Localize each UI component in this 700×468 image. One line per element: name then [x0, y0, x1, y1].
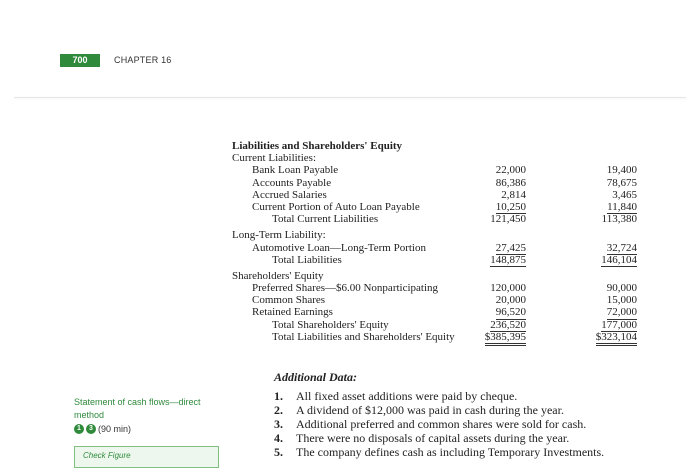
total-row [232, 213, 652, 225]
line-item [232, 242, 652, 254]
amount-year1: 120,000 [490, 282, 526, 295]
amount-year2: 90,000 [606, 282, 637, 295]
header-divider [14, 97, 686, 98]
list-item [274, 431, 674, 445]
amount-year1: 96,520 [495, 306, 526, 319]
amount-year1: 20,000 [495, 294, 526, 307]
line-label: Bank Loan Payable [252, 164, 339, 177]
list-item [274, 403, 674, 417]
statement-title: Liabilities and Shareholders' Equity [232, 140, 403, 152]
line-label: Accounts Payable [252, 176, 332, 189]
line-item [232, 282, 652, 294]
line-label: Preferred Shares—$6.00 Nonparticipating [252, 282, 439, 295]
grand-total-row [232, 331, 652, 343]
list-item [274, 417, 674, 431]
amount-year1: 10,250 [495, 200, 526, 213]
additional-data [274, 370, 674, 459]
additional-data-title: Additional Data: [274, 370, 358, 384]
balance-sheet-statement [232, 140, 652, 343]
total-year1: 121,450 [490, 213, 526, 226]
total-year1: 236,520 [490, 318, 526, 331]
total-label: Total Shareholders' Equity [272, 318, 389, 331]
time-estimate: (90 min) [98, 424, 132, 434]
line-label: Current Portion of Auto Loan Payable [252, 200, 420, 213]
line-label: Accrued Salaries [252, 188, 327, 201]
line-label: Common Shares [252, 294, 326, 307]
amount-year2: 15,000 [606, 294, 637, 307]
total-year2: 177,000 [601, 318, 637, 331]
total-row [232, 319, 652, 331]
item-number: 1. [274, 389, 283, 403]
check-figure-box [74, 446, 219, 468]
amount-year1: 2,814 [501, 188, 526, 201]
learning-objectives [74, 424, 224, 434]
line-item [232, 164, 652, 176]
amount-year2: 78,675 [606, 176, 637, 189]
total-label: Total Liabilities [272, 253, 342, 266]
item-text: All fixed asset additions were paid by cheque. [296, 389, 518, 403]
item-text: The company defines cash as including Temporary Investments. [296, 445, 605, 459]
line-item [232, 177, 652, 189]
line-label: Retained Earnings [252, 306, 333, 319]
total-year1: 148,875 [490, 253, 526, 266]
line-item [232, 189, 652, 201]
item-number: 5. [274, 445, 283, 459]
amount-year2: 19,400 [606, 164, 637, 177]
line-item [232, 201, 652, 213]
line-item [232, 306, 652, 318]
amount-year1: 27,425 [495, 241, 526, 254]
item-number: 4. [274, 431, 283, 445]
list-item [274, 445, 674, 459]
line-label: Automotive Loan—Long-Term Portion [252, 241, 426, 254]
total-label: Total Current Liabilities [272, 213, 379, 226]
learning-objective-badge: 3 [86, 424, 96, 434]
amount-year2: 32,724 [606, 241, 637, 254]
grand-total-year2: $323,104 [596, 331, 637, 346]
line-item [232, 294, 652, 306]
item-text: A dividend of $12,000 was paid in cash during the year. [296, 403, 564, 417]
page-number-badge: 700 [60, 54, 100, 67]
item-number: 3. [274, 417, 283, 431]
section-label: Shareholders' Equity [232, 269, 324, 282]
list-item [274, 389, 674, 403]
total-row [232, 254, 652, 266]
margin-note [74, 396, 224, 434]
section-label: Long-Term Liability: [232, 229, 326, 242]
amount-year1: 86,386 [495, 176, 526, 189]
learning-objective-badge: 1 [74, 424, 84, 434]
amount-year2: 3,465 [612, 188, 637, 201]
item-text: Additional preferred and common shares were sold for cash. [296, 417, 587, 431]
grand-total-label: Total Liabilities and Shareholders' Equity [272, 330, 455, 343]
item-text: There were no disposals of capital assets during the year. [296, 431, 570, 445]
amount-year1: 22,000 [495, 164, 526, 177]
item-number: 2. [274, 403, 283, 417]
check-figure-label: Check Figure [83, 451, 131, 460]
amount-year2: 11,840 [607, 200, 637, 213]
chapter-label: CHAPTER 16 [114, 55, 172, 65]
amount-year2: 72,000 [606, 306, 637, 319]
total-year2: 146,104 [601, 253, 637, 266]
total-year2: 113,380 [601, 213, 637, 226]
section-label: Current Liabilities: [232, 152, 317, 165]
grand-total-year1: $385,395 [485, 331, 526, 346]
margin-note-title: Statement of cash flows—direct method [74, 397, 201, 420]
